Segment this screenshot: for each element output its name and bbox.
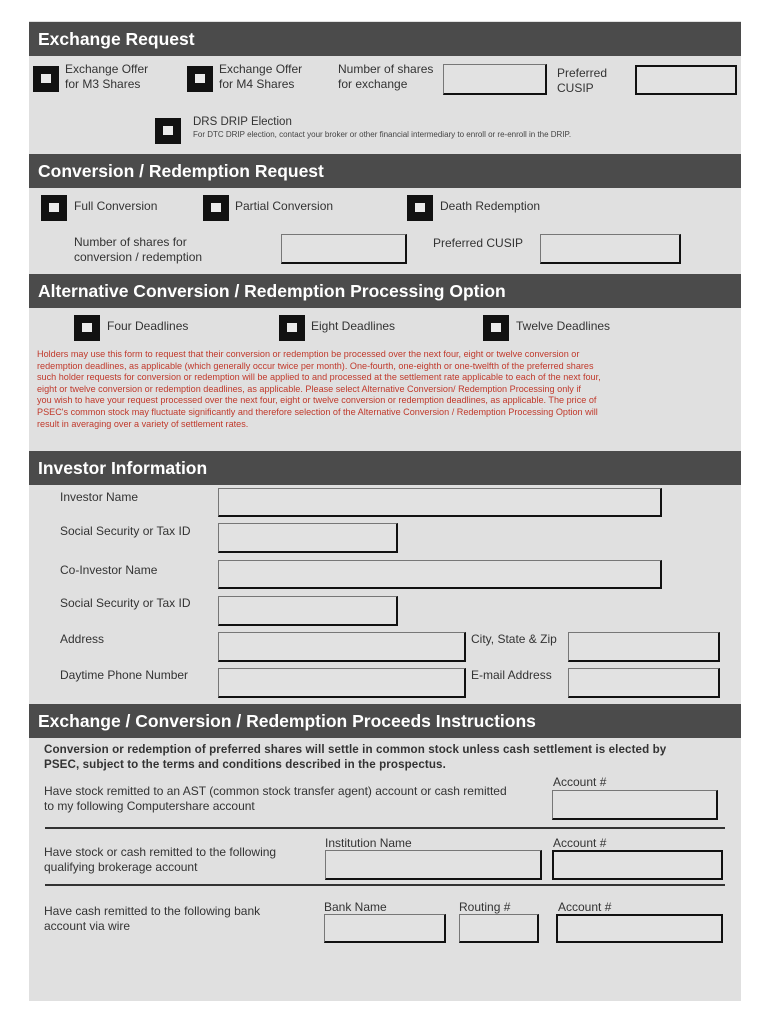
m4-exchange-label: Exchange Offer for M4 Shares: [219, 62, 303, 91]
co-investor-name-field[interactable]: [218, 560, 662, 589]
institution-name-field[interactable]: [325, 850, 542, 880]
full-conversion-checkbox[interactable]: [41, 195, 67, 221]
proceeds-intro: Conversion or redemption of preferred shares will settle in common stock unless cash settlement is elected by PSEC, subject to the terms and conditions described in the prospectus.: [44, 743, 667, 771]
section-header-proceeds: Exchange / Conversion / Redemption Proceeds Instructions: [29, 704, 741, 738]
section-header-alternative: Alternative Conversion / Redemption Processing Option: [29, 274, 741, 308]
divider: [45, 884, 725, 886]
drs-drip-title: DRS DRIP Election: [193, 116, 292, 128]
m3-exchange-label: Exchange Offer for M3 Shares: [65, 62, 149, 91]
conversion-cusip-field[interactable]: [540, 234, 681, 264]
section-header-investor: Investor Information: [29, 451, 741, 485]
city-state-zip-label: City, State & Zip: [471, 632, 557, 646]
ast-account-label: Account #: [553, 775, 607, 789]
routing-field[interactable]: [459, 914, 539, 943]
bank-name-field[interactable]: [324, 914, 446, 943]
drs-drip-note: For DTC DRIP election, contact your broker or other financial intermediary to enroll or re-enroll in the DRIP.: [193, 130, 572, 139]
exchange-shares-label: Number of shares for exchange: [338, 62, 434, 91]
full-conversion-label: Full Conversion: [74, 199, 158, 213]
phone-field[interactable]: [218, 668, 466, 698]
brokerage-account-label: Account #: [553, 836, 607, 850]
investor-ssn-label: Social Security or Tax ID: [60, 524, 191, 538]
twelve-deadlines-checkbox[interactable]: [483, 315, 509, 341]
email-label: E-mail Address: [471, 668, 552, 682]
address-field[interactable]: [218, 632, 466, 662]
wire-option-label: Have cash remitted to the following bank account via wire: [44, 904, 261, 933]
bank-name-label: Bank Name: [324, 900, 387, 914]
co-investor-name-label: Co-Investor Name: [60, 563, 158, 577]
phone-label: Daytime Phone Number: [60, 668, 189, 682]
investor-ssn-field[interactable]: [218, 523, 398, 553]
brokerage-option-label: Have stock or cash remitted to the following qualifying brokerage account: [44, 845, 277, 874]
four-deadlines-checkbox[interactable]: [74, 315, 100, 341]
partial-conversion-checkbox[interactable]: [203, 195, 229, 221]
exchange-cusip-field[interactable]: [635, 65, 737, 95]
routing-label: Routing #: [459, 900, 511, 914]
exchange-cusip-label: Preferred CUSIP: [557, 66, 608, 95]
conversion-shares-label: Number of shares for conversion / redemption: [74, 235, 203, 264]
twelve-deadlines-label: Twelve Deadlines: [516, 319, 611, 333]
section-header-conversion: Conversion / Redemption Request: [29, 154, 741, 188]
m4-exchange-checkbox[interactable]: [187, 66, 213, 92]
exchange-shares-field[interactable]: [443, 64, 547, 95]
m3-exchange-checkbox[interactable]: [33, 66, 59, 92]
alternative-notice: Holders may use this form to request that their conversion or redemption be processed over the next four, eight or twelve conversion or redemption deadlines, as applicable (which generally occur twice per month). One-fourth, one-eighth or one-twelfth of the preferred shares such holder requests for conversion or redemption will be applied to and processed at the settlement rate applicable to each of the next four, eight or twelve conversion or redemption deadlines, as applicable. Please select Alternative Conversion/ Redemption Processing only if you wish to have your request processed over the next four, eight or twelve conversion or redemption deadlines, as applicable. The price of PSEC's common stock may fluctuate significantly and therefore selection of the Alternative Conversion / Redemption Processing Option will result in averaging over a variety of settlement rates.: [37, 349, 601, 429]
co-investor-ssn-field[interactable]: [218, 596, 398, 626]
conversion-cusip-label: Preferred CUSIP: [433, 236, 524, 250]
four-deadlines-label: Four Deadlines: [107, 319, 189, 333]
institution-name-label: Institution Name: [325, 836, 412, 850]
address-label: Address: [60, 632, 105, 646]
city-state-zip-field[interactable]: [568, 632, 720, 662]
partial-conversion-label: Partial Conversion: [235, 199, 334, 213]
eight-deadlines-label: Eight Deadlines: [311, 319, 396, 333]
form-page: [29, 21, 741, 1001]
drs-drip-checkbox[interactable]: [155, 118, 181, 144]
investor-name-field[interactable]: [218, 488, 662, 517]
death-redemption-checkbox[interactable]: [407, 195, 433, 221]
section-header-exchange: Exchange Request: [29, 22, 741, 56]
ast-account-field[interactable]: [552, 790, 718, 820]
divider: [45, 827, 725, 829]
eight-deadlines-checkbox[interactable]: [279, 315, 305, 341]
investor-name-label: Investor Name: [60, 490, 139, 504]
conversion-shares-field[interactable]: [281, 234, 407, 264]
wire-account-field[interactable]: [556, 914, 723, 943]
ast-option-label: Have stock remitted to an AST (common stock transfer agent) account or cash remitted to my following Computershare account: [44, 784, 507, 813]
death-redemption-label: Death Redemption: [440, 199, 541, 213]
brokerage-account-field[interactable]: [552, 850, 723, 880]
email-field[interactable]: [568, 668, 720, 698]
co-investor-ssn-label: Social Security or Tax ID: [60, 596, 191, 610]
wire-account-label: Account #: [558, 900, 612, 914]
